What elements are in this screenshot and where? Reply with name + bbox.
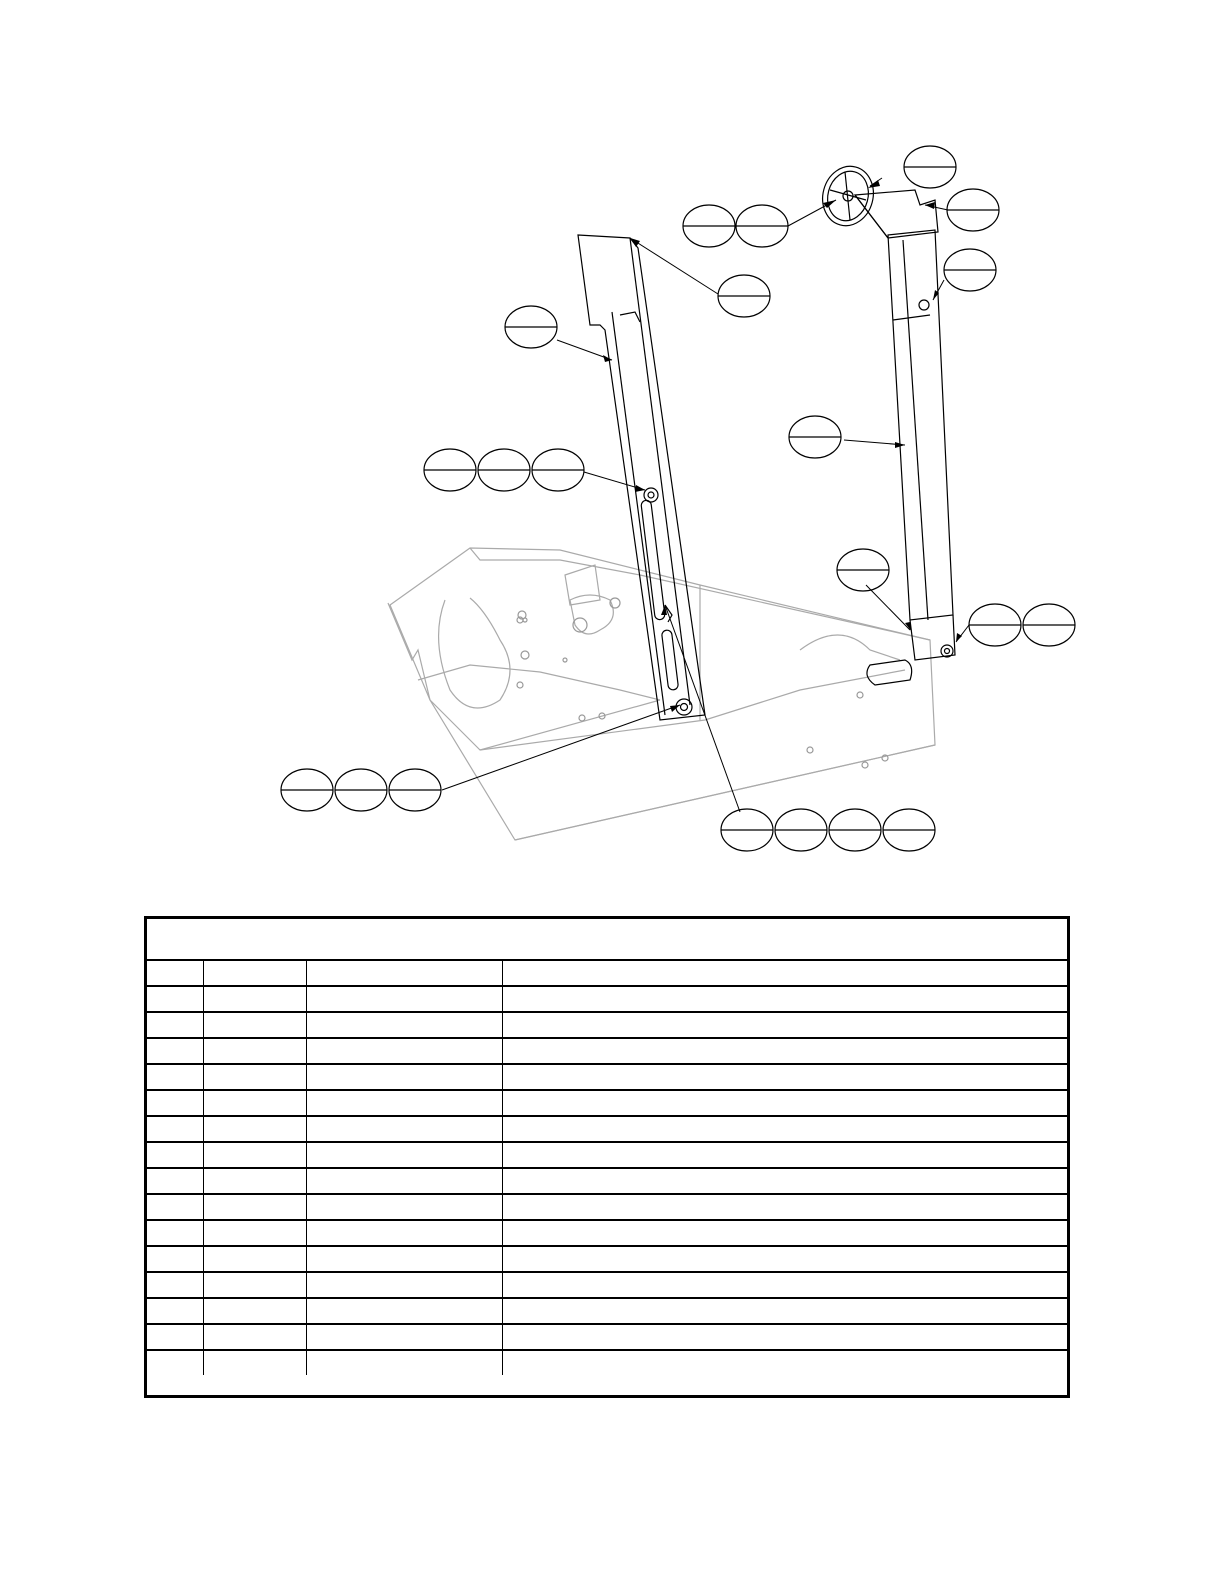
balloon <box>281 769 333 811</box>
table-row <box>147 986 1067 1012</box>
table-cell <box>203 1038 306 1064</box>
handle-top <box>816 161 938 238</box>
table-cell <box>147 1064 203 1090</box>
header-row <box>147 961 1067 986</box>
table-cell <box>147 1220 203 1246</box>
table-cell <box>306 1012 502 1038</box>
table-cell <box>147 1324 203 1350</box>
balloon <box>775 809 827 851</box>
balloon <box>736 205 788 247</box>
table-cell <box>147 1350 203 1375</box>
table-cell <box>147 1272 203 1298</box>
table-cell <box>147 1246 203 1272</box>
table-cell <box>203 1116 306 1142</box>
table-row <box>147 1064 1067 1090</box>
balloon <box>424 449 476 491</box>
table-row <box>147 1090 1067 1116</box>
balloon <box>829 809 881 851</box>
parts-list-grid <box>147 961 1067 1375</box>
table-cell <box>502 1142 1067 1168</box>
table-cell <box>306 1220 502 1246</box>
table-cell <box>502 1012 1067 1038</box>
table-cell <box>203 1142 306 1168</box>
balloon <box>718 275 770 317</box>
balloon <box>721 809 773 851</box>
parts-list-title <box>147 919 1067 961</box>
table-cell <box>147 1116 203 1142</box>
balloon <box>837 549 889 591</box>
table-cell <box>502 1298 1067 1324</box>
table-cell <box>502 1194 1067 1220</box>
table-cell <box>147 986 203 1012</box>
table-cell <box>502 1350 1067 1375</box>
table-cell <box>203 1168 306 1194</box>
table-cell <box>502 1116 1067 1142</box>
header-description <box>502 961 1067 986</box>
table-cell <box>203 1090 306 1116</box>
table-cell <box>306 1298 502 1324</box>
table-row <box>147 1324 1067 1350</box>
balloon <box>969 604 1021 646</box>
table-cell <box>147 1142 203 1168</box>
table-cell <box>306 1116 502 1142</box>
table-cell <box>203 1064 306 1090</box>
table-row <box>147 1142 1067 1168</box>
parts-list-table <box>144 916 1070 1398</box>
table-cell <box>502 1090 1067 1116</box>
table-cell <box>147 1194 203 1220</box>
table-row <box>147 1116 1067 1142</box>
table-cell <box>147 1168 203 1194</box>
table-cell <box>306 1064 502 1090</box>
table-cell <box>502 1272 1067 1298</box>
table-cell <box>147 1298 203 1324</box>
header-name <box>306 961 502 986</box>
table-cell <box>147 1038 203 1064</box>
balloon <box>883 809 935 851</box>
table-cell <box>203 1220 306 1246</box>
table-row <box>147 1246 1067 1272</box>
table-cell <box>306 986 502 1012</box>
header-item <box>147 961 203 986</box>
table-cell <box>306 1194 502 1220</box>
table-cell <box>502 1220 1067 1246</box>
table-cell <box>306 1350 502 1375</box>
table-row <box>147 1168 1067 1194</box>
table-row <box>147 1012 1067 1038</box>
table-cell <box>502 1038 1067 1064</box>
frame-holes <box>517 598 888 768</box>
right-upright-tube <box>867 230 955 685</box>
table-row <box>147 1220 1067 1246</box>
table-cell <box>502 1168 1067 1194</box>
header-part-number <box>203 961 306 986</box>
balloon <box>505 306 557 348</box>
balloon <box>335 769 387 811</box>
balloon <box>532 449 584 491</box>
table-cell <box>306 1142 502 1168</box>
table-row <box>147 1272 1067 1298</box>
balloon <box>478 449 530 491</box>
balloon <box>683 205 735 247</box>
table-row <box>147 1350 1067 1375</box>
balloon <box>904 146 956 188</box>
table-cell <box>502 986 1067 1012</box>
balloon <box>1023 604 1075 646</box>
table-cell <box>203 1272 306 1298</box>
table-cell <box>306 1090 502 1116</box>
table-cell <box>147 1090 203 1116</box>
table-cell <box>306 1038 502 1064</box>
table-cell <box>203 1194 306 1220</box>
table-cell <box>203 1246 306 1272</box>
left-upright-channel <box>578 235 705 720</box>
table-row <box>147 1194 1067 1220</box>
table-cell <box>306 1168 502 1194</box>
table-cell <box>203 1298 306 1324</box>
balloon <box>944 249 996 291</box>
table-row <box>147 1298 1067 1324</box>
table-cell <box>203 1350 306 1375</box>
table-cell <box>203 1324 306 1350</box>
balloon <box>789 416 841 458</box>
table-cell <box>306 1246 502 1272</box>
table-cell <box>203 986 306 1012</box>
table-row <box>147 1038 1067 1064</box>
balloon <box>389 769 441 811</box>
table-cell <box>502 1064 1067 1090</box>
table-cell <box>306 1324 502 1350</box>
balloon <box>947 189 999 231</box>
table-cell <box>502 1324 1067 1350</box>
balloon-callouts <box>281 146 1075 851</box>
table-cell <box>502 1246 1067 1272</box>
table-cell <box>306 1272 502 1298</box>
table-cell <box>147 1012 203 1038</box>
table-cell <box>203 1012 306 1038</box>
